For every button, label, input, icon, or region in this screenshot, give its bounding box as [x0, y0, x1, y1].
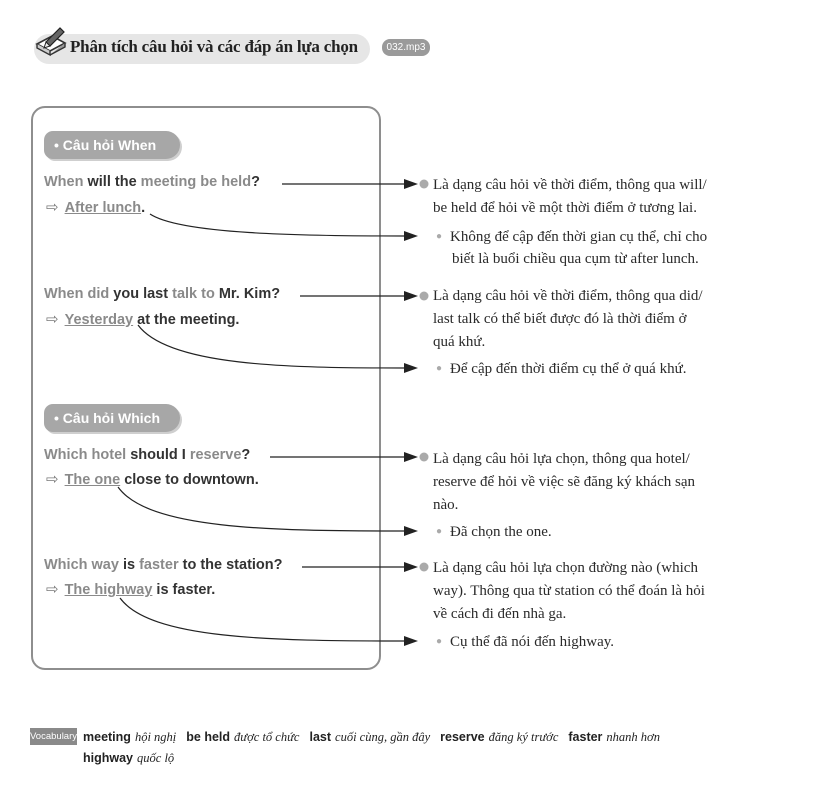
- vocabulary-tag: Vocabulary: [30, 728, 77, 745]
- answer-rest: is faster.: [152, 582, 216, 598]
- question-keyword: meeting be held: [140, 174, 252, 190]
- vocabulary-row: [83, 730, 670, 745]
- explanation-dot-icon: [420, 292, 429, 301]
- note-text: [436, 521, 552, 543]
- vocab-definition: đăng ký trước: [488, 730, 559, 744]
- question-segment: ?: [241, 447, 251, 463]
- bullet-icon: ●: [436, 636, 443, 647]
- explanation-dot-icon: [420, 563, 429, 572]
- question-text: [44, 286, 280, 302]
- vocab-definition: được tổ chức: [234, 730, 300, 744]
- pointing-hand-icon: ⇨: [46, 581, 59, 598]
- pointing-hand-icon: ⇨: [46, 471, 59, 488]
- explanation-text: [433, 448, 763, 517]
- explanation-dot-icon: [420, 453, 429, 462]
- pointing-hand-icon: ⇨: [46, 311, 59, 328]
- answer-text: [46, 580, 215, 598]
- explanation-line: Là dạng câu hỏi về thời điểm, thông qua will/: [433, 177, 707, 193]
- vocab-definition: cuối cùng, gần đây: [335, 730, 431, 744]
- question-keyword: Which hotel: [44, 447, 127, 463]
- vocab-term: be held: [186, 730, 231, 744]
- section-tag-when: • Câu hỏi When: [44, 131, 180, 159]
- note-text: [436, 631, 614, 653]
- note-line: biết là buổi chiều qua cụm từ after lunch.: [452, 251, 699, 267]
- question-keyword: Which way: [44, 557, 119, 573]
- question-segment: you last: [109, 286, 173, 302]
- note-line: Cụ thể đã nói đến highway.: [450, 634, 615, 650]
- question-keyword: talk to: [172, 286, 215, 302]
- note-line: Không để cập đến thời gian cụ thể, chỉ cho: [450, 229, 708, 245]
- explanation-line: Là dạng câu hỏi lựa chọn đường nào (which: [433, 560, 698, 576]
- explanation-line: be held để hỏi về một thời điểm ở tương lai.: [433, 200, 697, 216]
- vocab-term: last: [309, 730, 332, 744]
- arrow-head-icon: [404, 291, 418, 301]
- vocab-definition: hội nghị: [134, 730, 177, 744]
- arrow-head-icon: [404, 452, 418, 462]
- arrow-head-icon: [404, 526, 418, 536]
- bullet-icon: ●: [436, 231, 443, 242]
- bullet-icon: ●: [436, 363, 443, 374]
- explanation-line: quá khứ.: [433, 334, 486, 350]
- arrow-head-icon: [404, 179, 418, 189]
- answer-rest: .: [141, 200, 146, 216]
- question-segment: to the station?: [178, 557, 283, 573]
- note-text: [436, 226, 707, 270]
- question-segment: should I: [126, 447, 190, 463]
- pencil-book-icon: [34, 24, 68, 58]
- note-line: Để cập đến thời điểm cụ thể ở quá khứ.: [450, 361, 687, 377]
- arrow-head-icon: [404, 562, 418, 572]
- question-keyword: When did: [44, 286, 110, 302]
- pointing-hand-icon: ⇨: [46, 199, 59, 216]
- vocab-definition: nhanh hơn: [606, 730, 660, 744]
- answer-text: [46, 310, 239, 328]
- answer-text: [46, 470, 259, 488]
- explanation-text: [433, 285, 763, 354]
- explanation-text: [433, 557, 763, 626]
- vocab-term: faster: [568, 730, 603, 744]
- question-text: [44, 557, 283, 573]
- vocab-definition: quốc lộ: [137, 751, 175, 765]
- answer-keyword: The highway: [64, 582, 153, 598]
- explanation-line: Là dạng câu hỏi lựa chọn, thông qua hotel/: [433, 451, 690, 467]
- question-segment: is: [118, 557, 140, 573]
- arrow-head-icon: [404, 363, 418, 373]
- audio-track-badge: 032.mp3: [382, 39, 430, 56]
- question-text: [44, 174, 260, 190]
- explanation-line: về cách đi đến nhà ga.: [433, 606, 567, 622]
- answer-rest: at the meeting.: [133, 312, 240, 328]
- answer-keyword: After lunch: [64, 200, 142, 216]
- page-title: Phân tích câu hỏi và các đáp án lựa chọn: [70, 37, 358, 56]
- vocabulary-row: [83, 751, 184, 766]
- answer-keyword: The one: [64, 472, 121, 488]
- answer-rest: close to downtown.: [120, 472, 259, 488]
- answer-keyword: Yesterday: [64, 312, 134, 328]
- question-keyword: faster: [139, 557, 179, 573]
- explanation-line: Là dạng câu hỏi về thời điểm, thông qua did/: [433, 288, 703, 304]
- question-keyword: When: [44, 174, 84, 190]
- explanation-line: way). Thông qua từ station có thể đoán là hỏi: [433, 583, 705, 599]
- explanation-line: reserve để hỏi về việc sẽ đăng ký khách sạn: [433, 474, 695, 490]
- question-segment: ?: [251, 174, 260, 190]
- explanation-text: [433, 174, 763, 220]
- question-keyword: reserve: [189, 447, 242, 463]
- vocab-term: reserve: [440, 730, 485, 744]
- arrow-head-icon: [404, 636, 418, 646]
- explanation-dot-icon: [420, 180, 429, 189]
- vocab-term: meeting: [83, 730, 131, 744]
- explanation-line: nào.: [433, 497, 459, 513]
- answer-text: [46, 198, 145, 216]
- question-segment: will the: [83, 174, 141, 190]
- note-line: Đã chọn the one.: [450, 524, 552, 540]
- section-tag-which: • Câu hỏi Which: [44, 404, 180, 432]
- question-text: [44, 447, 250, 463]
- bullet-icon: ●: [436, 526, 443, 537]
- explanation-line: last talk có thể biết được đó là thời điểm ở: [433, 311, 687, 327]
- note-text: [436, 358, 686, 380]
- arrow-head-icon: [404, 231, 418, 241]
- question-segment: Mr. Kim?: [214, 286, 281, 302]
- vocab-term: highway: [83, 751, 134, 765]
